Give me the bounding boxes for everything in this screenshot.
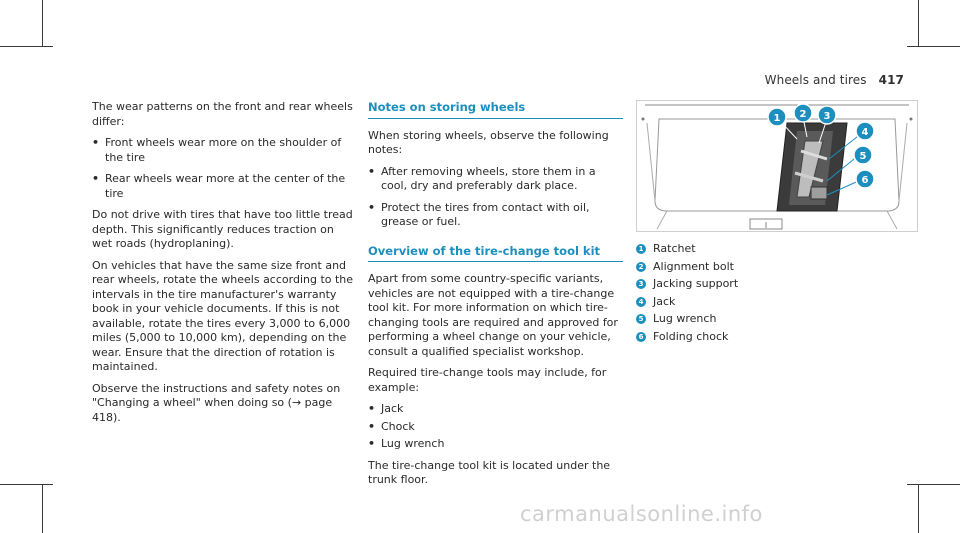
legend-number: 5 xyxy=(636,314,646,324)
callout-6 xyxy=(856,170,874,188)
legend-item xyxy=(636,295,918,310)
paragraph: Do not drive with tires that have too little tread depth. This significantly reduces traction on wet roads (hydroplaning). xyxy=(92,208,353,250)
figure-legend xyxy=(636,242,918,344)
cross-reference-paragraph: Observe the instructions and safety notes on "Changing a wheel" when doing so (→ page 418). xyxy=(92,381,341,424)
trunk-outline-drawing xyxy=(637,101,917,231)
paragraph: Required tire-change tools may include, for example: xyxy=(368,366,607,394)
legend-item xyxy=(636,260,918,275)
bullet-list xyxy=(368,402,623,452)
legend-item xyxy=(636,330,918,345)
section-heading: Overview of the tire-change tool kit xyxy=(368,244,623,263)
paragraph: The tire-change tool kit is located under the trunk floor. xyxy=(368,458,611,486)
paragraph: Apart from some country-specific variants, vehicles are not equipped with a tire-change tool kit. For more information on which tire-changing tools are required and approved for performing a wheel change on your vehicle, consult a qualified specialist workshop. xyxy=(368,272,618,358)
list-item: • After removing wheels, store them in a cool, dry and preferably dark place. xyxy=(368,165,623,194)
page-header xyxy=(765,73,904,87)
callout-number: 3 xyxy=(823,111,831,122)
callout-4 xyxy=(856,122,874,140)
list-item: • Rear wheels wear more at the center of the tire xyxy=(92,172,354,201)
section-title: Wheels and tires xyxy=(764,73,867,87)
callout-number: 6 xyxy=(861,175,869,186)
legend-number: 4 xyxy=(636,297,646,307)
list-item: • Protect the tires from contact with oil, grease or fuel. xyxy=(368,201,623,230)
legend-number: 6 xyxy=(636,332,646,342)
legend-item xyxy=(636,242,918,257)
legend-label: Jacking support xyxy=(653,277,739,290)
column-right xyxy=(636,100,918,347)
legend-label: Jack xyxy=(653,294,676,308)
callout-number: 4 xyxy=(861,127,869,138)
legend-item xyxy=(636,312,918,327)
callout-1 xyxy=(768,108,786,126)
paragraph: The wear patterns on the front and rear wheels differ: xyxy=(92,100,353,128)
legend-number: 3 xyxy=(636,279,646,289)
callout-3 xyxy=(818,106,836,124)
callout-5 xyxy=(854,146,872,164)
legend-number: 1 xyxy=(636,244,646,254)
legend-label: Folding chock xyxy=(653,329,729,343)
legend-label: Alignment bolt xyxy=(653,259,734,273)
callout-number: 5 xyxy=(859,151,867,162)
callout-number: 1 xyxy=(773,113,781,124)
page-number: 417 xyxy=(878,73,904,87)
section-heading: Notes on storing wheels xyxy=(368,100,623,119)
bullet-list xyxy=(92,136,354,201)
list-item: • Front wheels wear more on the shoulder of the tire xyxy=(92,136,354,165)
list-item: • Chock xyxy=(368,420,623,435)
legend-label: Lug wrench xyxy=(653,312,717,325)
list-item: • Jack xyxy=(368,402,623,417)
trunk-tool-kit-illustration xyxy=(636,100,918,232)
legend-item xyxy=(636,277,918,292)
column-left xyxy=(92,100,354,432)
paragraph: When storing wheels, observe the following notes: xyxy=(368,128,609,156)
callout-2 xyxy=(794,104,812,122)
callout-number: 2 xyxy=(799,109,807,120)
legend-number: 2 xyxy=(636,262,646,272)
watermark: carmanualsonline.info xyxy=(520,502,763,526)
column-middle xyxy=(368,100,623,495)
bullet-list xyxy=(368,165,623,230)
list-item: • Lug wrench xyxy=(368,437,623,452)
legend-label: Ratchet xyxy=(653,242,696,255)
paragraph: On vehicles that have the same size front and rear wheels, rotate the wheels according to the intervals in the tire manufacturer's warranty book in your vehicle documents. If this is not available, rotate the tires every 3,000 to 6,000 miles (5,000 to 10,000 km), depending on the wear. Ensure that the direction of rotation is maintained. xyxy=(92,258,354,373)
